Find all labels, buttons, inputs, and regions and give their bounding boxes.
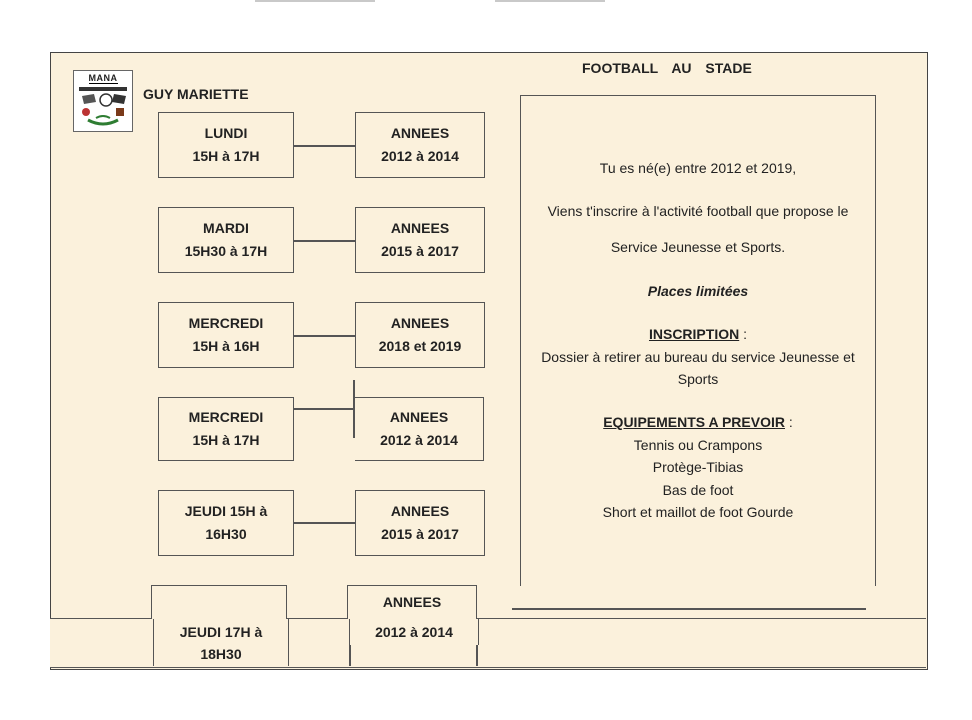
connector-line xyxy=(293,145,355,147)
inscription-line: Dossier à retirer au bureau du service Jeunesse et xyxy=(541,349,855,365)
schedule-day-box xyxy=(158,302,294,368)
invite-text: Viens t'inscrire à l'activité football que propose le xyxy=(547,203,849,219)
connector-line xyxy=(293,408,355,410)
equipment-item: Short et maillot de foot Gourde xyxy=(602,504,794,520)
service-text: Service Jeunesse et Sports. xyxy=(610,239,786,255)
panel-bottom-line xyxy=(512,608,866,610)
day-label: MARDI xyxy=(203,220,249,236)
time-range: 16H30 xyxy=(205,526,247,542)
years-range: 2015 à 2017 xyxy=(381,526,459,542)
schedule-day-box xyxy=(158,397,294,461)
years-label: ANNEES xyxy=(390,125,450,141)
page-title: FOOTBALL AU STADE xyxy=(582,60,752,76)
connector-line xyxy=(293,335,355,337)
places-limited-text: Places limitées xyxy=(647,283,749,299)
schedule-day-box xyxy=(158,207,294,273)
years-range: 2018 et 2019 xyxy=(378,338,462,354)
time-range: 15H30 à 17H xyxy=(184,243,268,259)
years-label: ANNEES xyxy=(390,315,450,331)
connector-line xyxy=(293,522,355,524)
intro-text: Tu es né(e) entre 2012 et 2019, xyxy=(599,160,797,176)
schedule-years-box xyxy=(355,302,485,368)
years-label: ANNEES xyxy=(382,594,442,610)
organization-name: GUY MARIETTE xyxy=(143,86,249,102)
schedule-day-box xyxy=(158,112,294,178)
time-range: 15H à 17H xyxy=(192,148,260,164)
years-label: ANNEES xyxy=(390,220,450,236)
schedule-day-box xyxy=(158,490,294,556)
schedule-years-box xyxy=(349,619,479,645)
day-label: JEUDI 17H à xyxy=(179,623,263,640)
years-label: ANNEES xyxy=(389,409,449,425)
strip-divider xyxy=(349,645,351,666)
mana-logo xyxy=(73,70,133,132)
inscription-heading xyxy=(520,323,876,345)
schedule-day-box xyxy=(153,619,289,666)
coat-of-arms-icon xyxy=(76,84,130,128)
time-range: 15H à 17H xyxy=(192,432,260,448)
day-label: MERCREDI xyxy=(188,409,264,425)
schedule-years-box xyxy=(355,397,484,461)
schedule-day-box-top xyxy=(151,585,287,619)
schedule-years-box xyxy=(355,207,485,273)
inscription-title: INSCRIPTION xyxy=(648,326,740,342)
logo-text: MANA xyxy=(88,73,118,83)
schedule-years-box-top xyxy=(347,585,477,619)
equipment-title: EQUIPEMENTS A PREVOIR xyxy=(603,414,785,430)
years-label: ANNEES xyxy=(390,503,450,519)
schedule-years-box xyxy=(355,112,485,178)
day-label: LUNDI xyxy=(204,125,248,141)
equipment-heading xyxy=(520,411,876,433)
schedule-years-box xyxy=(355,490,485,556)
scan-edge-mark-left xyxy=(255,0,375,2)
inscription-line: Sports xyxy=(677,371,719,387)
inscription-colon: : xyxy=(739,326,747,342)
equipment-item: Tennis ou Crampons xyxy=(633,437,763,453)
years-range: 2015 à 2017 xyxy=(381,243,459,259)
day-label: MERCREDI xyxy=(188,315,264,331)
equipment-item: Bas de foot xyxy=(662,482,734,498)
strip-divider xyxy=(476,645,478,666)
day-label: JEUDI 15H à xyxy=(184,503,268,519)
time-range: 18H30 xyxy=(200,645,242,662)
years-range: 2012 à 2014 xyxy=(375,623,453,640)
scan-edge-mark-right xyxy=(495,0,605,2)
equipment-colon: : xyxy=(785,414,793,430)
time-range: 15H à 16H xyxy=(192,338,260,354)
years-range: 2012 à 2014 xyxy=(381,148,459,164)
years-range: 2012 à 2014 xyxy=(380,432,458,448)
connector-line xyxy=(293,240,355,242)
equipment-item: Protège-Tibias xyxy=(652,459,744,475)
